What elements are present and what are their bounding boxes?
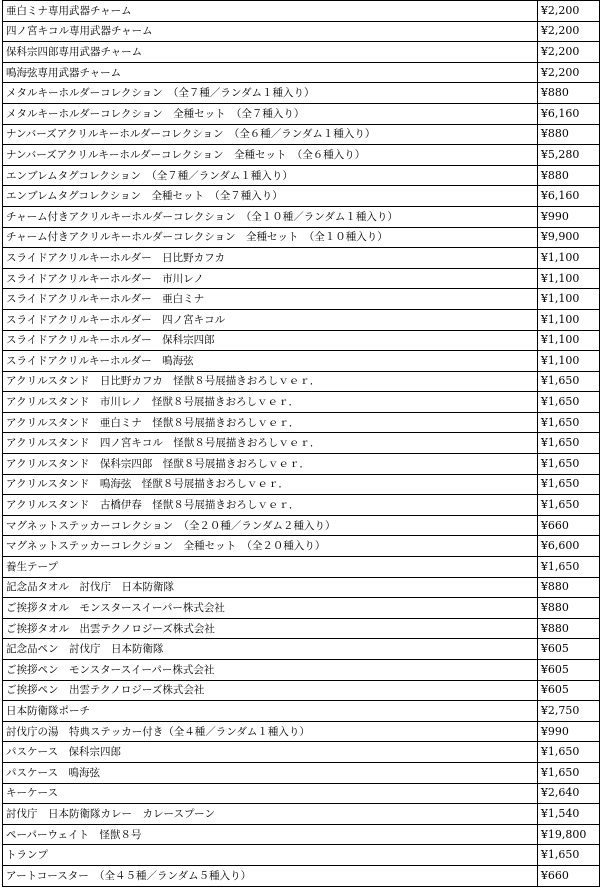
item-name-cell: アートコースター （全４５種／ランダム５種入り） (3, 865, 538, 886)
item-name-cell: スライドアクリルキーホルダー 保科宗四郎 (3, 330, 538, 351)
price-cell: ¥2,200 (537, 21, 599, 42)
table-row (3, 145, 600, 166)
price-cell: ¥660 (537, 515, 599, 536)
table-row (3, 660, 600, 681)
price-cell: ¥1,650 (537, 557, 599, 578)
item-name-cell: キーケース (3, 783, 538, 804)
table-row (3, 536, 600, 557)
item-name-cell: 保科宗四郎専用武器チャーム (3, 42, 538, 63)
item-name-cell: 鳴海弦専用武器チャーム (3, 62, 538, 83)
table-row (3, 309, 600, 330)
price-cell: ¥1,100 (537, 330, 599, 351)
item-name-cell: 討伐庁の湯 特典ステッカー付き（全４種／ランダム１種入り） (3, 721, 538, 742)
item-name-cell: パスケース 保科宗四郎 (3, 742, 538, 763)
price-cell: ¥1,650 (537, 495, 599, 516)
table-row (3, 865, 600, 886)
item-name-cell: アクリルスタンド 古橋伊春 怪獣８号展描きおろしｖｅｒ． (3, 495, 538, 516)
table-row (3, 618, 600, 639)
item-name-cell: マグネットステッカーコレクション （全２０種／ランダム２種入り） (3, 515, 538, 536)
item-name-cell: メタルキーホルダーコレクション 全種セット （全７種入り） (3, 103, 538, 124)
price-cell: ¥1,100 (537, 268, 599, 289)
table-row (3, 124, 600, 145)
table-row (3, 495, 600, 516)
table-row (3, 371, 600, 392)
table-row (3, 351, 600, 372)
item-name-cell: アクリルスタンド 四ノ宮キコル 怪獣８号展描きおろしｖｅｒ． (3, 433, 538, 454)
table-row (3, 598, 600, 619)
table-row (3, 206, 600, 227)
table-row (3, 103, 600, 124)
price-cell: ¥880 (537, 577, 599, 598)
item-name-cell: 日本防衛隊ポーチ (3, 701, 538, 722)
price-cell: ¥6,160 (537, 103, 599, 124)
price-cell: ¥1,650 (537, 392, 599, 413)
table-row (3, 248, 600, 269)
price-cell: ¥5,280 (537, 145, 599, 166)
price-cell: ¥1,650 (537, 371, 599, 392)
price-list-table (2, 0, 600, 887)
item-name-cell: アクリルスタンド 鳴海弦 怪獣８号展描きおろしｖｅｒ． (3, 474, 538, 495)
table-row (3, 783, 600, 804)
price-cell: ¥6,600 (537, 536, 599, 557)
table-row (3, 454, 600, 475)
item-name-cell: 亜白ミナ専用武器チャーム (3, 1, 538, 22)
item-name-cell: スライドアクリルキーホルダー 亜白ミナ (3, 289, 538, 310)
table-row (3, 701, 600, 722)
table-row (3, 186, 600, 207)
price-cell: ¥880 (537, 618, 599, 639)
price-cell: ¥880 (537, 165, 599, 186)
price-cell: ¥2,640 (537, 783, 599, 804)
price-cell: ¥1,100 (537, 248, 599, 269)
table-row (3, 577, 600, 598)
price-cell: ¥1,100 (537, 289, 599, 310)
table-row (3, 289, 600, 310)
price-cell: ¥880 (537, 598, 599, 619)
price-list-body (3, 1, 600, 887)
item-name-cell: ご挨拶タオル モンスタースイーパー株式会社 (3, 598, 538, 619)
price-cell: ¥990 (537, 206, 599, 227)
price-cell: ¥880 (537, 83, 599, 104)
item-name-cell: スライドアクリルキーホルダー 四ノ宮キコル (3, 309, 538, 330)
table-row (3, 392, 600, 413)
table-row (3, 165, 600, 186)
table-row (3, 21, 600, 42)
price-cell: ¥605 (537, 660, 599, 681)
item-name-cell: ご挨拶ペン モンスタースイーパー株式会社 (3, 660, 538, 681)
item-name-cell: スライドアクリルキーホルダー 鳴海弦 (3, 351, 538, 372)
price-cell: ¥2,750 (537, 701, 599, 722)
item-name-cell: アクリルスタンド 亜白ミナ 怪獣８号展描きおろしｖｅｒ． (3, 412, 538, 433)
item-name-cell: エンブレムタグコレクション （全７種／ランダム１種入り） (3, 165, 538, 186)
item-name-cell: ご挨拶ペン 出雲テクノロジーズ株式会社 (3, 680, 538, 701)
table-row (3, 433, 600, 454)
item-name-cell: チャーム付きアクリルキーホルダーコレクション 全種セット （全１０種入り） (3, 227, 538, 248)
table-row (3, 804, 600, 825)
price-cell: ¥1,650 (537, 412, 599, 433)
item-name-cell: ペーパーウェイト 怪獣８号 (3, 824, 538, 845)
price-cell: ¥1,650 (537, 845, 599, 866)
item-name-cell: メタルキーホルダーコレクション （全７種／ランダム１種入り） (3, 83, 538, 104)
table-row (3, 474, 600, 495)
item-name-cell: 記念品ペン 討伐庁 日本防衛隊 (3, 639, 538, 660)
price-cell: ¥1,650 (537, 474, 599, 495)
item-name-cell: ナンバーズアクリルキーホルダーコレクション （全６種／ランダム１種入り） (3, 124, 538, 145)
price-cell: ¥1,540 (537, 804, 599, 825)
table-row (3, 227, 600, 248)
price-cell: ¥1,650 (537, 762, 599, 783)
price-cell: ¥2,200 (537, 62, 599, 83)
item-name-cell: スライドアクリルキーホルダー 日比野カフカ (3, 248, 538, 269)
item-name-cell: チャーム付きアクリルキーホルダーコレクション （全１０種／ランダム１種入り） (3, 206, 538, 227)
item-name-cell: 記念品タオル 討伐庁 日本防衛隊 (3, 577, 538, 598)
table-row (3, 330, 600, 351)
table-row (3, 83, 600, 104)
item-name-cell: マグネットステッカーコレクション 全種セット （全２０種入り） (3, 536, 538, 557)
item-name-cell: アクリルスタンド 保科宗四郎 怪獣８号展描きおろしｖｅｒ． (3, 454, 538, 475)
table-row (3, 1, 600, 22)
item-name-cell: アクリルスタンド 日比野カフカ 怪獣８号展描きおろしｖｅｒ． (3, 371, 538, 392)
item-name-cell: 四ノ宮キコル専用武器チャーム (3, 21, 538, 42)
table-row (3, 268, 600, 289)
price-cell: ¥2,200 (537, 42, 599, 63)
price-cell: ¥605 (537, 639, 599, 660)
table-row (3, 412, 600, 433)
price-cell: ¥1,100 (537, 351, 599, 372)
item-name-cell: パスケース 鳴海弦 (3, 762, 538, 783)
item-name-cell: 討伐庁 日本防衛隊カレー カレースプーン (3, 804, 538, 825)
table-row (3, 742, 600, 763)
price-cell: ¥1,650 (537, 433, 599, 454)
item-name-cell: スライドアクリルキーホルダー 市川レノ (3, 268, 538, 289)
table-row (3, 680, 600, 701)
price-cell: ¥9,900 (537, 227, 599, 248)
price-cell: ¥2,200 (537, 1, 599, 22)
price-cell: ¥660 (537, 865, 599, 886)
item-name-cell: トランプ (3, 845, 538, 866)
item-name-cell: アクリルスタンド 市川レノ 怪獣８号展描きおろしｖｅｒ． (3, 392, 538, 413)
table-row (3, 515, 600, 536)
table-row (3, 824, 600, 845)
price-cell: ¥1,650 (537, 742, 599, 763)
table-row (3, 62, 600, 83)
item-name-cell: 養生テープ (3, 557, 538, 578)
item-name-cell: ナンバーズアクリルキーホルダーコレクション 全種セット （全６種入り） (3, 145, 538, 166)
price-cell: ¥6,160 (537, 186, 599, 207)
price-cell: ¥880 (537, 124, 599, 145)
table-row (3, 845, 600, 866)
price-cell: ¥990 (537, 721, 599, 742)
price-cell: ¥1,100 (537, 309, 599, 330)
table-row (3, 42, 600, 63)
table-row (3, 762, 600, 783)
table-row (3, 557, 600, 578)
price-cell: ¥605 (537, 680, 599, 701)
price-cell: ¥1,650 (537, 454, 599, 475)
price-cell: ¥19,800 (537, 824, 599, 845)
table-row (3, 639, 600, 660)
table-row (3, 721, 600, 742)
item-name-cell: エンブレムタグコレクション 全種セット （全７種入り） (3, 186, 538, 207)
item-name-cell: ご挨拶タオル 出雲テクノロジーズ株式会社 (3, 618, 538, 639)
